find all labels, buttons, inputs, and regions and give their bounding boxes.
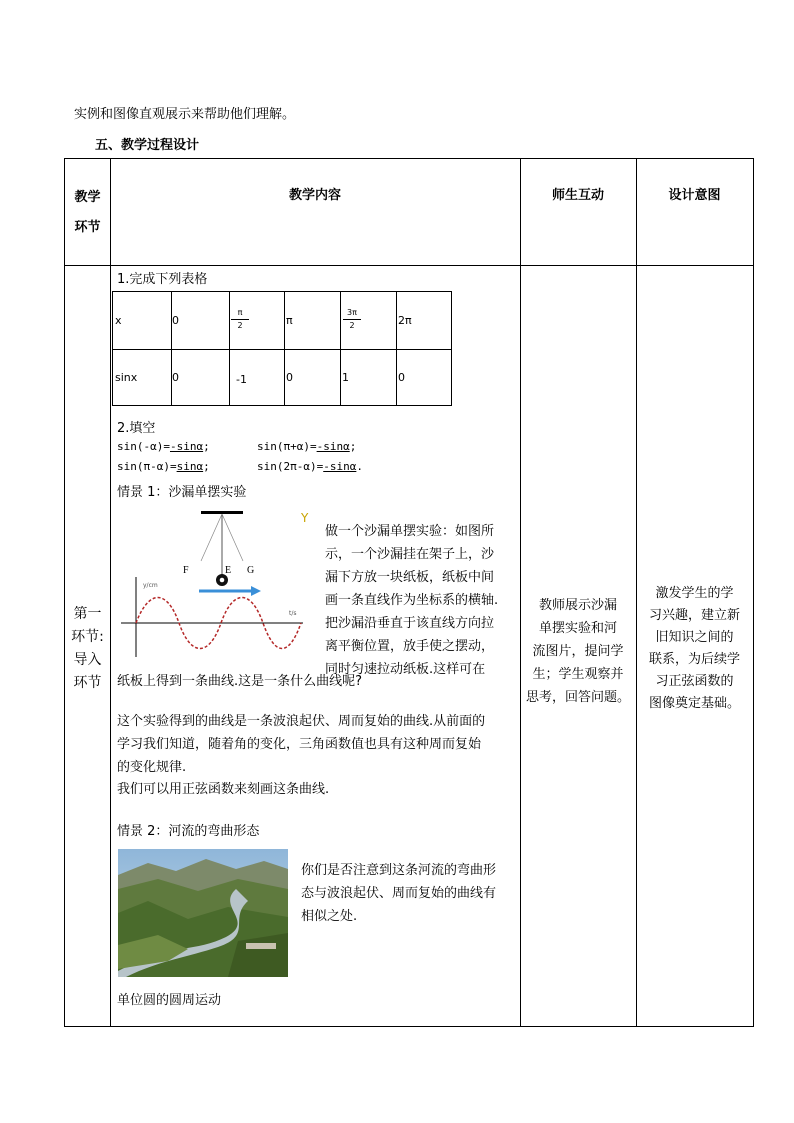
frac-den: 2: [237, 321, 243, 330]
cell-x-pi: π: [286, 314, 293, 327]
stage-label: [65, 603, 110, 695]
scene1-text: [325, 520, 498, 681]
figure-small-label: Y: [301, 511, 309, 525]
intent-line: 习兴趣，建立新: [648, 608, 740, 623]
scene2-title: 情景 2：河流的弯曲形态: [117, 824, 260, 839]
header-stage-line: 环节: [74, 220, 101, 235]
section-title: 五、教学过程设计: [95, 138, 200, 153]
scene1-line: 离平衡位置，放手使之摆动，: [325, 639, 495, 654]
stage-line: 导入: [73, 652, 102, 668]
formula-3-left: sin(π-α)=: [117, 460, 177, 473]
svg-text:y/cm: y/cm: [143, 582, 158, 589]
cell-x-2pi: 2π: [398, 314, 412, 327]
paragraph-2-line: 的变化规律.: [117, 760, 187, 775]
paragraph-3: 我们可以用正弦函数来刻画这条曲线.: [117, 782, 330, 797]
interaction-text: [520, 594, 636, 709]
header-stage: [65, 183, 110, 243]
cell-sinx-0: 0: [172, 371, 179, 384]
frac-num: π: [237, 308, 243, 317]
scene2-text: [301, 859, 496, 928]
interaction-line: 流图片，提问学: [532, 644, 624, 659]
stage-line: 环节:: [71, 629, 104, 645]
interaction-line: 生；学生观察并: [532, 667, 624, 682]
formula-3-sep: ;: [203, 460, 210, 473]
header-stage-line: 教学: [74, 190, 101, 205]
header-intent: 设计意图: [668, 188, 721, 203]
intent-line: 图像奠定基础。: [648, 696, 740, 711]
cell-sinx-3pi-half: 1: [342, 371, 349, 384]
paragraph-2: [117, 710, 485, 779]
river-photo: [118, 849, 288, 977]
formula-3: [117, 460, 210, 473]
paragraph-2-line: 这个实验得到的曲线是一条波浪起伏、周而复始的曲线.从前面的: [117, 714, 486, 729]
frac-den: 2: [349, 321, 355, 330]
label-e: E: [225, 565, 232, 576]
header-content: 教学内容: [288, 188, 341, 203]
cell-sinx-pi-half: -1: [236, 373, 247, 386]
formula-1: [117, 440, 210, 453]
intent-line: 习正弦函数的: [655, 674, 734, 689]
scene1-line: 画一条直线作为坐标系的横轴.: [325, 593, 499, 608]
header-interaction: 师生互动: [551, 188, 604, 203]
scene2-line: 态与波浪起伏、周而复始的曲线有: [301, 886, 497, 901]
svg-text:t/s: t/s: [289, 610, 297, 617]
formula-2-sep: ;: [349, 440, 357, 453]
formula-4: [257, 460, 363, 473]
lesson-table: [64, 158, 754, 1027]
stage-line: 环节: [73, 675, 102, 691]
label-g: G: [247, 565, 255, 576]
intent-line: 激发学生的学: [655, 586, 734, 601]
paragraph-2-line: 学习我们知道，随着角的变化，三角函数值也具有这种周而复始: [117, 737, 482, 752]
cell-sinx-2pi: 0: [398, 371, 405, 384]
scene1-title: 情景 1：沙漏单摆实验: [117, 485, 247, 500]
header-divider: [65, 265, 753, 266]
formula-4-answer: -sinα: [323, 460, 357, 473]
interaction-line: 单摆实验和河: [538, 621, 617, 636]
intent-line: 联系，为后续学: [648, 652, 740, 667]
column-divider: [110, 159, 111, 1026]
frac-num: 3π: [347, 308, 357, 317]
formula-2-left: sin(π+α)=: [257, 440, 317, 453]
scene1-line: 同时匀速拉动纸板.这样可在: [325, 662, 486, 677]
formula-2-answer: -sinα: [316, 440, 350, 453]
label-f: F: [183, 565, 189, 576]
scene1-line: 漏下方放一块纸板，纸板中间: [325, 570, 495, 585]
cell-x-0: 0: [172, 314, 179, 327]
value-table: [112, 291, 452, 406]
interaction-line: 教师展示沙漏: [538, 598, 617, 613]
formula-1-sep: ;: [203, 440, 210, 453]
column-divider: [520, 159, 521, 1026]
scene1-line: 示，一个沙漏挂在架子上，沙: [325, 547, 495, 562]
formula-1-left: sin(-α)=: [117, 440, 170, 453]
item1-title: 1.完成下列表格: [117, 272, 208, 287]
interaction-line: 思考，回答问题。: [525, 690, 630, 705]
cell-x-pi-half: [231, 308, 249, 331]
formula-4-sep: .: [356, 460, 363, 473]
stage-line: 第一: [73, 606, 102, 622]
cell-x-label: x: [115, 314, 122, 327]
cell-sinx-label: sinx: [115, 371, 138, 384]
cell-x-3pi-half: [343, 308, 361, 331]
intro-text: 实例和图像直观展示来帮助他们理解。: [74, 107, 296, 122]
scene2-line: 你们是否注意到这条河流的弯曲形: [301, 863, 497, 878]
formula-3-answer: sinα: [176, 460, 204, 473]
scene2-line: 相似之处.: [301, 909, 358, 924]
formula-2: [257, 440, 356, 453]
scene1-line: 做一个沙漏单摆实验：如图所: [325, 524, 495, 539]
item2-title: 2.填空: [117, 421, 156, 436]
cell-sinx-pi: 0: [286, 371, 293, 384]
scene1-text-cont: 纸板上得到一条曲线.这是一条什么曲线呢?: [117, 674, 363, 689]
intent-line: 旧知识之间的: [655, 630, 734, 645]
scene3-title: 单位圆的圆周运动: [117, 993, 222, 1008]
value-table-divider: [113, 349, 451, 350]
pendulum-figure: [121, 507, 309, 667]
formula-4-left: sin(2π-α)=: [257, 460, 324, 473]
scene1-line: 把沙漏沿垂直于该直线方向拉: [325, 616, 495, 631]
intent-text: [636, 583, 753, 715]
formula-1-answer: -sinα: [169, 440, 204, 453]
